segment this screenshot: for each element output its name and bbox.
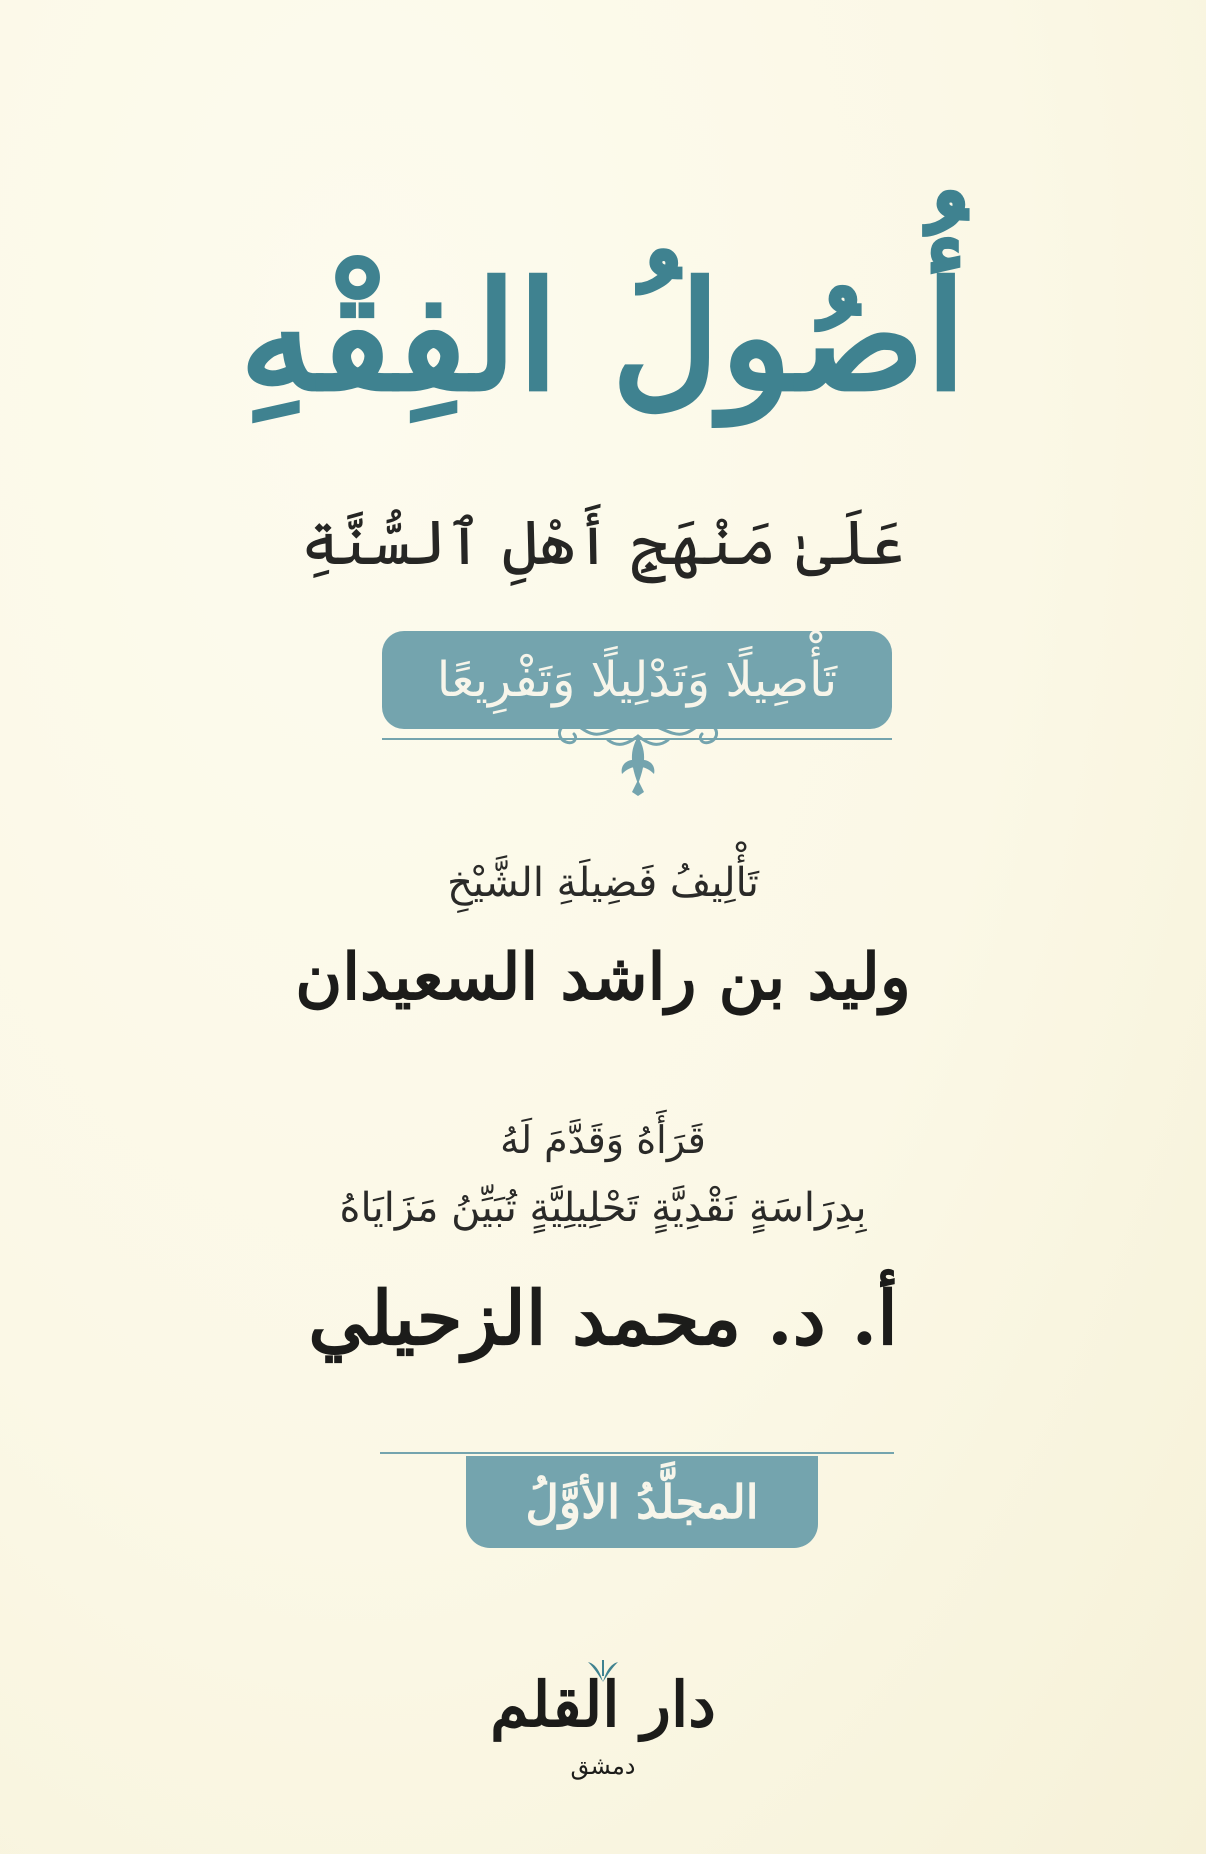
introducer-name: أ. د. محمد الزحيلي bbox=[308, 1276, 898, 1362]
read-and-introduced-label: قَرَأَهُ وَقَدَّمَ لَهُ bbox=[500, 1118, 706, 1162]
floral-ornament-icon bbox=[548, 714, 728, 796]
tagline-banner: تَأْصِيلًا وَتَدْلِيلًا وَتَفْرِيعًا bbox=[382, 631, 892, 729]
book-title: أُصُولُ الفِقْهِ bbox=[239, 249, 967, 425]
publisher-city: دمشق bbox=[570, 1752, 636, 1780]
volume-badge: المجلَّدُ الأوَّلُ bbox=[466, 1456, 818, 1548]
authored-by-label: تَأْلِيفُ فَضِيلَةِ الشَّيْخِ bbox=[447, 860, 759, 906]
volume-rule bbox=[380, 1452, 894, 1454]
publisher-logo: دار القلم bbox=[490, 1668, 716, 1741]
study-note: بِدِرَاسَةٍ نَقْدِيَّةٍ تَحْلِيلِيَّةٍ تُبَيِّنُ مَزَايَاهُ bbox=[339, 1185, 867, 1231]
book-subtitle: عَلَىٰ مَنْهَجِ أَهْلِ ٱلسُّنَّةِ bbox=[300, 506, 906, 579]
author-name: وليد بن راشد السعيدان bbox=[295, 940, 911, 1015]
